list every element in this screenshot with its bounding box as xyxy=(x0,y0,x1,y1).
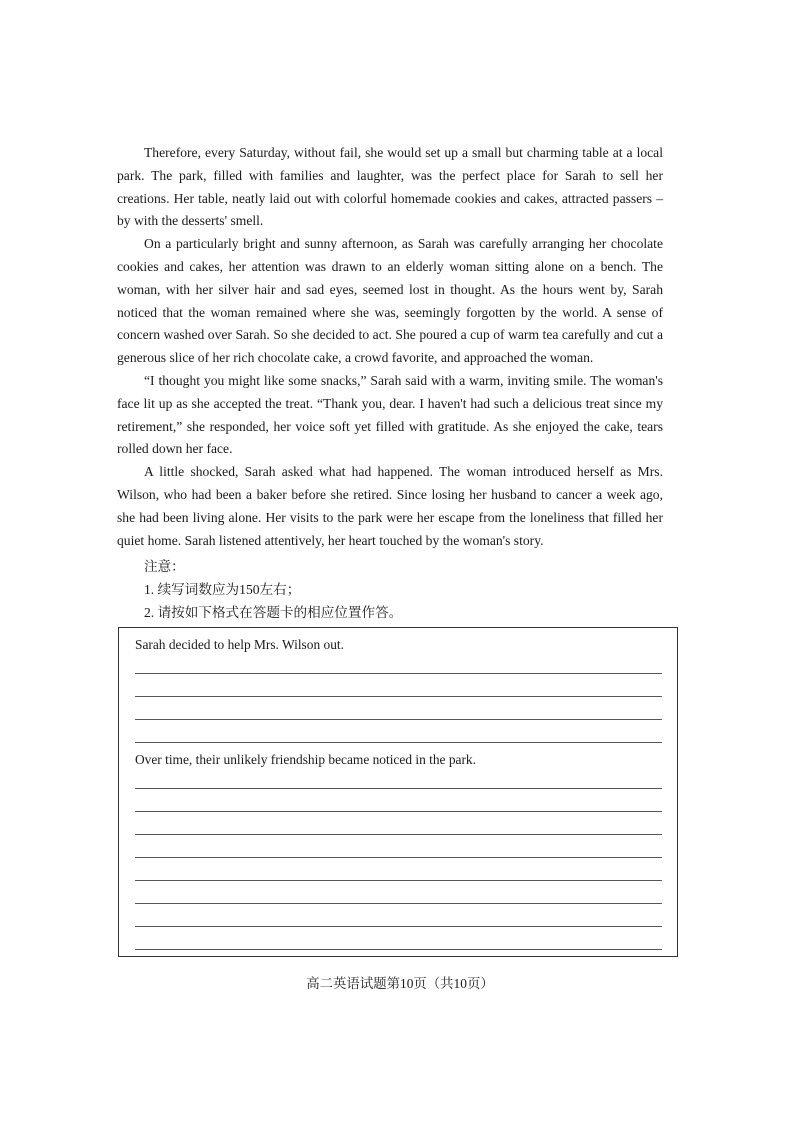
paragraph2-prompt: Over time, their unlikely friendship became noticed in the park. xyxy=(135,752,476,767)
page-footer: 高二英语试题第10页（共10页） xyxy=(306,976,494,991)
writing-line[interactable] xyxy=(135,834,662,835)
notes-heading: 注意： xyxy=(144,559,185,574)
writing-line[interactable] xyxy=(135,788,662,789)
writing-line[interactable] xyxy=(135,811,662,812)
writing-line[interactable] xyxy=(135,926,662,927)
answer-box xyxy=(118,627,678,957)
writing-line[interactable] xyxy=(135,949,662,950)
writing-line[interactable] xyxy=(135,696,662,697)
writing-line[interactable] xyxy=(135,880,662,881)
story-paragraph: Therefore, every Saturday, without fail, she would set up a small but charming table at a local park. The park, filled with families and laughter, was the perfect place for Sarah to sell her creations. Her table, neatly laid out with colorful homemade cookies and cakes, attracted passers – by with the desserts' smell. xyxy=(117,145,663,229)
writing-line[interactable] xyxy=(135,719,662,720)
notes xyxy=(144,556,402,624)
writing-line[interactable] xyxy=(135,903,662,904)
writing-line[interactable] xyxy=(135,857,662,858)
story-paragraph: A little shocked, Sarah asked what had happened. The woman introduced herself as Mrs. Wilson, who had been a baker before she retired. Since losing her husband to cancer a week ago, she had been living alone. Her visits to the park were her escape from the loneliness that filled her quiet home. Sarah listened attentively, her heart touched by the woman's story. xyxy=(117,464,663,548)
story-paragraph: “I thought you might like some snacks,” Sarah said with a warm, inviting smile. The woman's face lit up as she accepted the treat. “Thank you, dear. I haven't had such a delicious treat since my retirement,” she responded, her voice soft yet filled with gratitude. As she enjoyed the cake, tears rolled down her face. xyxy=(117,372,663,457)
story-text xyxy=(117,142,663,552)
notes-item: 1. 续写词数应为150左右； xyxy=(144,581,301,597)
writing-line[interactable] xyxy=(135,742,662,743)
story-paragraph: On a particularly bright and sunny afternoon, as Sarah was carefully arranging her chocolate cookies and cakes, her attention was drawn to an elderly woman sitting alone on a bench. The woman, with her silver hair and sad eyes, seemed lost in thought. As the hours went by, Sarah noticed that the woman remained where she was, seemingly forgotten by the world. A sense of concern washed over Sarah. So she decided to act. She poured a cup of warm tea carefully and cut a generous slice of her rich chocolate cake, a crowd favorite, and approached the woman. xyxy=(117,236,663,366)
paragraph1-prompt: Sarah decided to help Mrs. Wilson out. xyxy=(135,637,344,652)
notes-item: 2. 请按如下格式在答题卡的相应位置作答。 xyxy=(144,604,403,620)
writing-line[interactable] xyxy=(135,673,662,674)
